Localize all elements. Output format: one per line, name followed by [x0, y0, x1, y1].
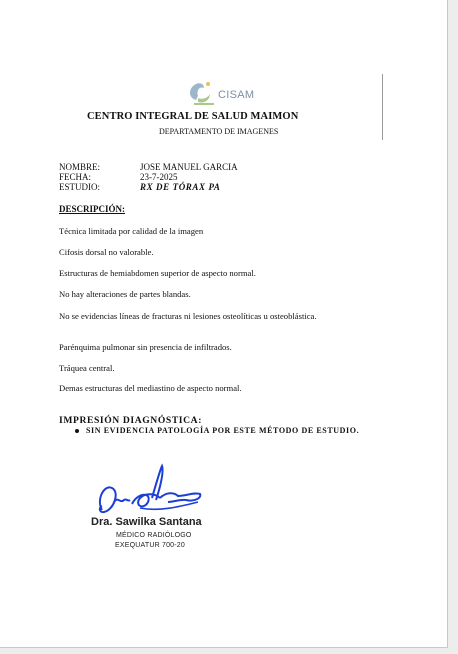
description-paragraph: Tráquea central. — [59, 363, 115, 373]
impression-item-text: SIN EVIDENCIA PATOLOGÍA POR ESTE MÉTODO DE ESTUDIO. — [86, 426, 360, 435]
study-label: ESTUDIO: — [59, 182, 100, 192]
description-paragraph: No se evidencias líneas de fracturas ni lesiones osteolíticas u osteoblástica. — [59, 311, 317, 321]
header-divider — [382, 74, 383, 140]
date-value: 23-7-2025 — [140, 172, 178, 182]
description-paragraph: Demas estructuras del mediastino de aspecto normal. — [59, 383, 242, 393]
description-paragraph: Parénquima pulmonar sin presencia de infiltrados. — [59, 342, 232, 352]
description-title: DESCRIPCIÓN: — [59, 204, 126, 214]
department-name: DEPARTAMENTO DE IMAGENES — [159, 127, 279, 136]
date-label: FECHA: — [59, 172, 92, 182]
patient-name-value: JOSE MANUEL GARCIA — [140, 162, 238, 172]
doctor-role: MÉDICO RADIÓLOGO — [116, 532, 192, 539]
description-paragraph: Estructuras de hemiabdomen superior de aspecto normal. — [59, 268, 256, 278]
logo-wordmark: CISAM — [218, 89, 255, 101]
patient-name-label: NOMBRE: — [59, 162, 101, 172]
description-paragraph: Cifosis dorsal no valorable. — [59, 247, 154, 257]
doctor-name: Dra. Sawilka Santana — [91, 516, 202, 528]
description-paragraph: No hay alteraciones de partes blandas. — [59, 289, 191, 299]
signature-icon — [90, 462, 208, 522]
doctor-exequatur: EXEQUATUR 700-20 — [115, 542, 185, 549]
impression-title: IMPRESIÓN DIAGNÓSTICA: — [59, 415, 202, 426]
bullet-icon — [75, 429, 79, 433]
center-name: CENTRO INTEGRAL DE SALUD MAIMON — [87, 111, 299, 122]
description-paragraph: Técnica limitada por calidad de la imagen — [59, 226, 204, 236]
study-value: RX DE TÓRAX PA — [140, 182, 221, 192]
impression-item — [75, 426, 359, 435]
